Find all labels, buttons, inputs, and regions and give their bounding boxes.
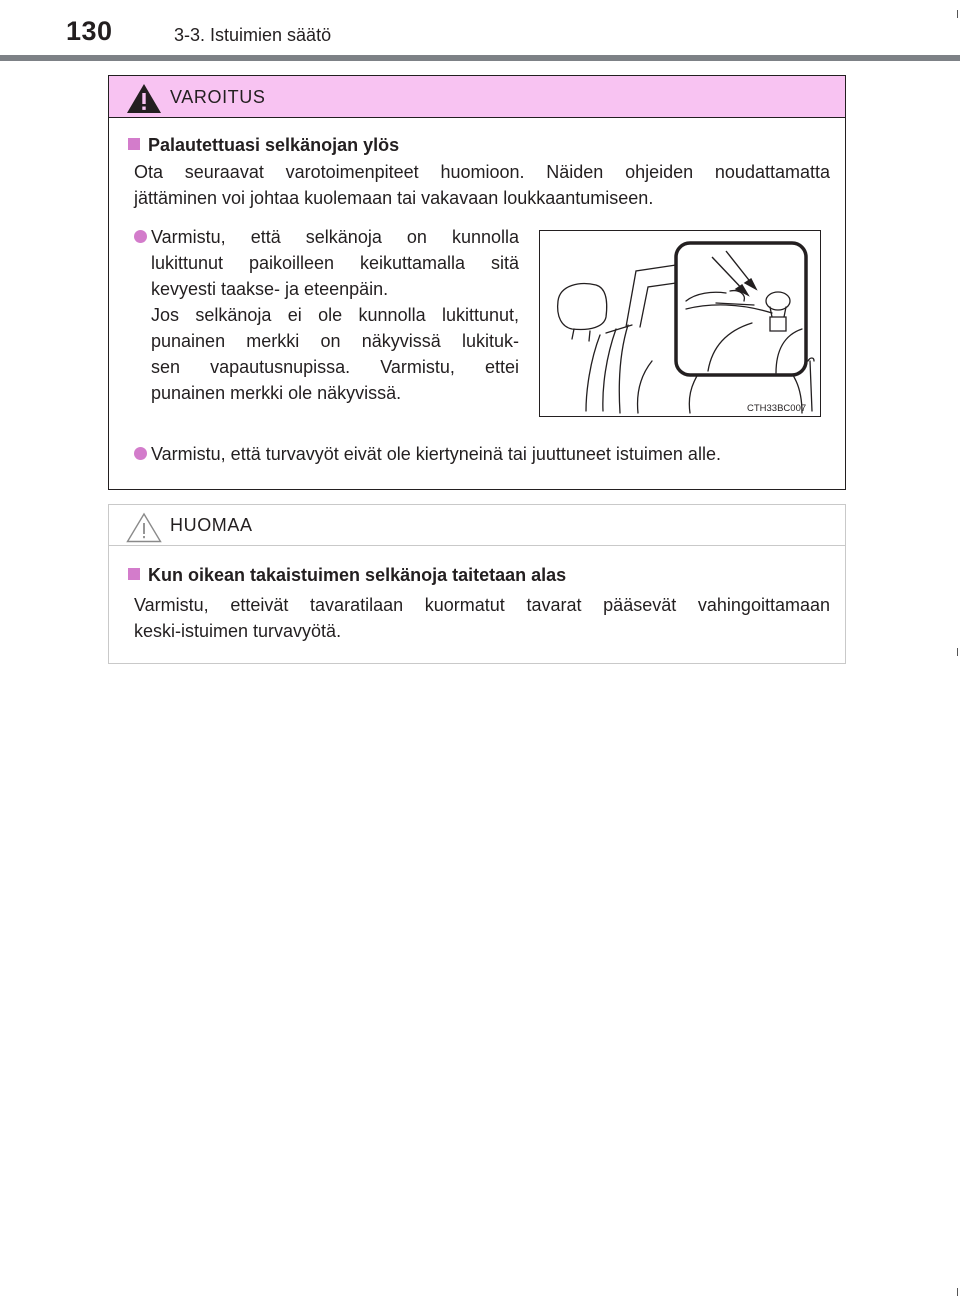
crop-mark: [957, 648, 958, 656]
page-header: [0, 0, 960, 62]
section-title: 3-3. Istuimien säätö: [174, 25, 332, 45]
warning-title: VAROITUS: [170, 87, 266, 107]
square-bullet-icon: [128, 568, 140, 580]
seat-illustration: [539, 230, 821, 417]
square-bullet-icon: [128, 138, 140, 150]
warning-intro: Ota seuraavat varotoimenpiteet huomioon. Näiden ohjeiden noudattamatta jättäminen voi johtaa kuolemaan tai vakavaan loukkaantumiseen.: [134, 162, 830, 208]
round-bullet-icon: [134, 447, 147, 460]
header-rule: [0, 55, 960, 61]
warning-bullet-1: Varmistu, että selkänoja on kunnolla lukittunut paikoilleen keikuttamalla sitä kevyesti taakse- ja eteenpäin. Jos selkänoja ei ole kunnolla lukittunut, punainen merkki on näkyvissä lukituk- sen vapautusnupissa. Varmistu, ettei punainen merkki ole näkyvissä.: [134, 224, 519, 406]
page-number: 130: [66, 16, 113, 46]
notice-title: HUOMAA: [170, 515, 253, 535]
figure-code: CTH33BC007: [747, 403, 807, 414]
seat-lock-illustration-icon: [540, 231, 822, 418]
warning-bullet-2: Varmistu, että turvavyöt eivät ole kiertyneinä tai juuttuneet istuimen alle.: [134, 441, 834, 467]
notice-header: [109, 505, 845, 546]
warning-triangle-icon: [126, 83, 162, 114]
crop-mark: [957, 1288, 958, 1296]
caution-triangle-icon: [126, 512, 162, 543]
notice-box: [108, 504, 846, 664]
warning-heading: Palautettuasi selkänojan ylös: [128, 135, 399, 156]
warning-header: [109, 76, 845, 118]
warning-box: [108, 75, 846, 490]
notice-body: Varmistu, etteivät tavaratilaan kuormatut tavarat pääsevät vahingoittamaan keski-istuimen turvavyötä.: [134, 595, 830, 641]
round-bullet-icon: [134, 230, 147, 243]
notice-heading: Kun oikean takaistuimen selkänoja taitetaan alas: [128, 565, 566, 586]
crop-mark: [957, 10, 958, 18]
